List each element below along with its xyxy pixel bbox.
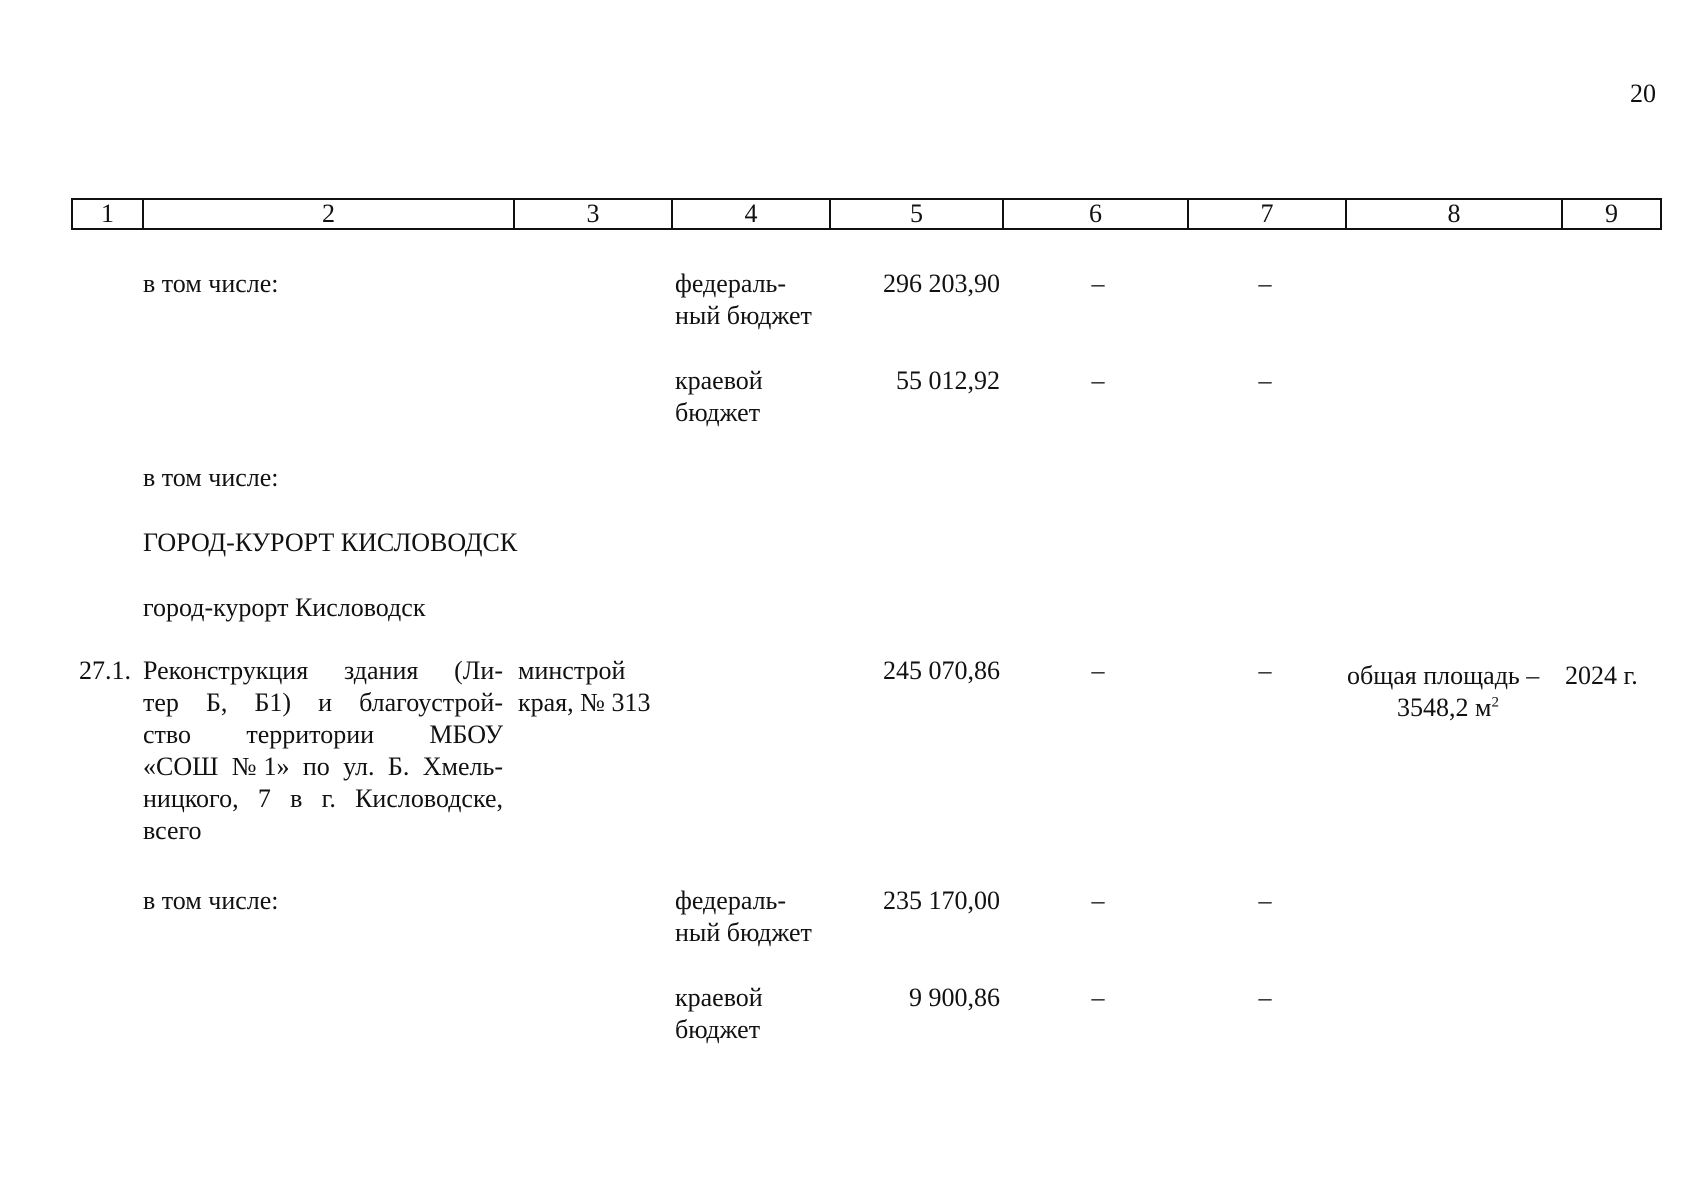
header-col-9: 9 bbox=[1605, 199, 1618, 228]
col7-value: – bbox=[1258, 886, 1272, 915]
result-indicator-value bbox=[1397, 692, 1499, 724]
item-name-line: «СОШ №1» по ул. Б. Хмель- bbox=[143, 752, 503, 781]
header-col-1: 1 bbox=[73, 200, 144, 228]
funding-source-line2: бюджет bbox=[675, 398, 761, 427]
row-label: в том числе: bbox=[143, 886, 279, 915]
funding-source-line2: бюджет bbox=[675, 1015, 761, 1044]
funding-source-line2: ный бюджет bbox=[675, 918, 812, 947]
municipality-subheading: город-курорт Кисловодск bbox=[143, 593, 426, 622]
col7-value: – bbox=[1258, 269, 1272, 298]
funding-source-line2: ный бюджет bbox=[675, 301, 812, 330]
result-value-text: 3548,2 м bbox=[1397, 693, 1492, 722]
amount: 235 170,00 bbox=[883, 886, 1000, 915]
col6-value: – bbox=[1091, 983, 1105, 1012]
row-label: в том числе: bbox=[143, 269, 279, 298]
item-name-line: ницкого, 7 в г. Кисловодске, bbox=[143, 784, 503, 813]
municipality-heading: ГОРОД-КУРОРТ КИСЛОВОДСК bbox=[143, 528, 518, 557]
funding-source-line1: федераль- bbox=[675, 886, 787, 915]
item-name-line: Реконструкция здания (Ли- bbox=[143, 656, 503, 685]
page-number: 20 bbox=[1630, 79, 1656, 108]
row-label: в том числе: bbox=[143, 463, 279, 492]
item-name bbox=[143, 655, 503, 847]
item-name-line: ство территории МБОУ bbox=[143, 720, 503, 749]
result-value-superscript: 2 bbox=[1491, 694, 1499, 711]
col6-value: – bbox=[1091, 656, 1105, 685]
col6-value: – bbox=[1091, 269, 1105, 298]
table-header-row bbox=[71, 198, 1662, 230]
amount: 296 203,90 bbox=[883, 269, 1000, 298]
item-number: 27.1. bbox=[79, 656, 131, 685]
amount: 245 070,86 bbox=[883, 656, 1000, 685]
executor-line1: минстрой bbox=[518, 656, 626, 685]
result-indicator-label: общая площадь – bbox=[1347, 661, 1540, 690]
amount: 55 012,92 bbox=[896, 366, 1000, 395]
col6-value: – bbox=[1091, 886, 1105, 915]
col7-value: – bbox=[1258, 656, 1272, 685]
funding-source-line1: краевой bbox=[675, 366, 763, 395]
header-col-4: 4 bbox=[673, 200, 831, 228]
amount: 9 900,86 bbox=[909, 983, 1000, 1012]
funding-source-line1: федераль- bbox=[675, 269, 787, 298]
col7-value: – bbox=[1258, 366, 1272, 395]
header-col-8: 8 bbox=[1347, 200, 1563, 228]
completion-year: 2024 г. bbox=[1565, 661, 1638, 690]
header-col-5: 5 bbox=[831, 200, 1004, 228]
col7-value: – bbox=[1258, 983, 1272, 1012]
header-col-6: 6 bbox=[1004, 200, 1189, 228]
item-name-line: всего bbox=[143, 816, 202, 845]
executor-line2: края, № 313 bbox=[518, 688, 651, 717]
item-name-line: тер Б, Б1) и благоустрой- bbox=[143, 688, 503, 717]
header-col-7: 7 bbox=[1189, 200, 1347, 228]
col6-value: – bbox=[1091, 366, 1105, 395]
header-col-3: 3 bbox=[515, 200, 673, 228]
funding-source-line1: краевой bbox=[675, 983, 763, 1012]
header-col-2: 2 bbox=[144, 200, 515, 228]
